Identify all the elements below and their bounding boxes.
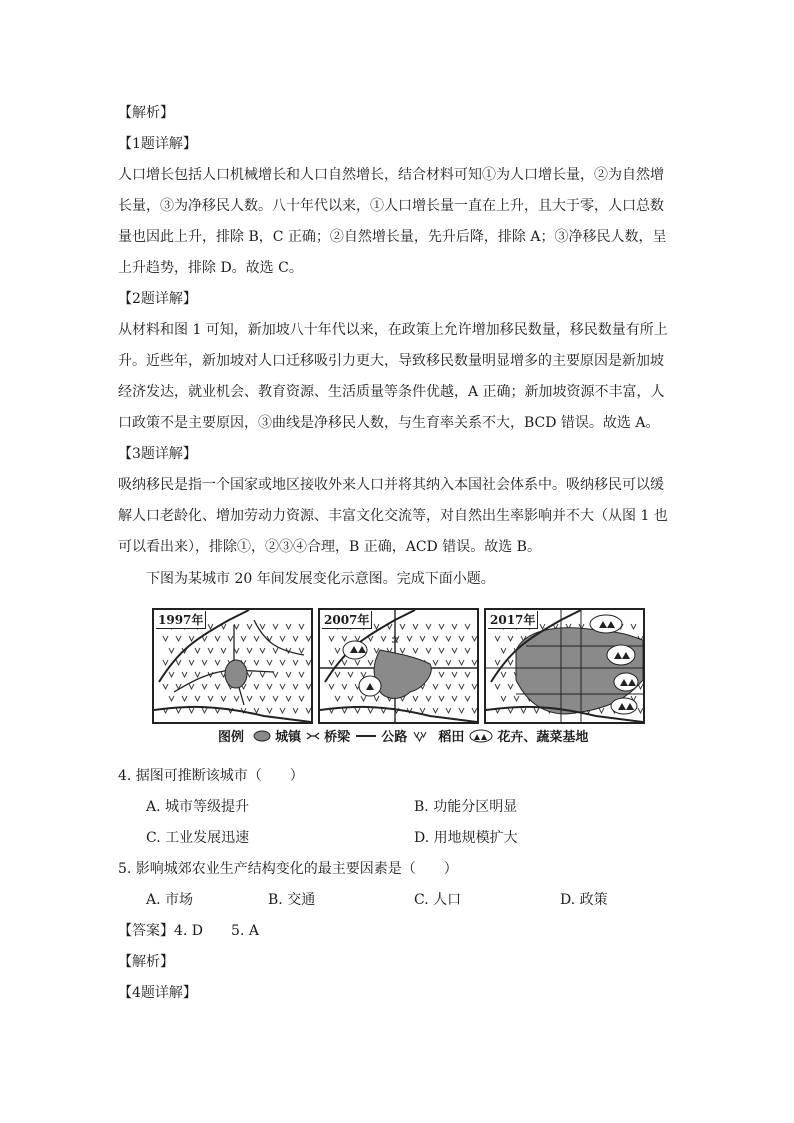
paddy-mark xyxy=(163,684,168,689)
q5-stem: 5. 影响城郊农业生产结构变化的最主要因素是（ ） xyxy=(118,861,458,877)
paddy-mark xyxy=(400,624,405,629)
paddy-mark xyxy=(446,684,451,689)
paddy-mark xyxy=(163,636,168,641)
legend-title: 图例 xyxy=(218,730,245,745)
paddy-mark xyxy=(355,636,360,641)
paddy-mark xyxy=(426,648,431,653)
paddy-mark xyxy=(465,624,470,629)
paddy-mark xyxy=(413,648,418,653)
paddy-mark xyxy=(189,660,194,665)
paddy-mark xyxy=(495,636,500,641)
q2-detail-heading: 【2题详解】 xyxy=(118,291,197,307)
paddy-mark xyxy=(176,708,181,713)
paddy-mark xyxy=(534,708,539,713)
paddy-mark xyxy=(514,696,519,701)
paddy-mark xyxy=(267,684,272,689)
paddy-mark xyxy=(342,684,347,689)
q1-text-line: 上升趋势，排除 D。故选 C。 xyxy=(118,260,303,276)
paddy-mark xyxy=(342,708,347,713)
paddy-mark xyxy=(361,696,366,701)
paddy-mark xyxy=(208,648,213,653)
paddy-mark xyxy=(381,636,386,641)
paddy-mark xyxy=(420,708,425,713)
paddy-mark xyxy=(521,708,526,713)
paddy-mark xyxy=(260,648,265,653)
paddy-mark xyxy=(599,708,604,713)
paddy-mark xyxy=(247,648,252,653)
q4-option-c[interactable]: C. 工业发展迅速 xyxy=(146,830,250,846)
paddy-mark xyxy=(163,660,168,665)
paddy-mark xyxy=(254,636,259,641)
panel-year-label: 2017年 xyxy=(488,611,538,629)
paddy-mark xyxy=(299,696,304,701)
q5-option-a[interactable]: A. 市场 xyxy=(146,892,194,908)
paddy-mark xyxy=(495,684,500,689)
paddy-mark xyxy=(260,672,265,677)
q4-option-d[interactable]: D. 用地规模扩大 xyxy=(414,830,518,846)
paddy-mark xyxy=(299,672,304,677)
paddy-mark xyxy=(508,708,513,713)
paddy-mark xyxy=(508,660,513,665)
q2-text-line: 口政策不是主要原因，③曲线是净移民人数，与生育率关系不大，BCD 错误。故选 A。 xyxy=(118,415,660,431)
panel-year-label: 2007年 xyxy=(322,611,372,629)
paddy-mark xyxy=(189,684,194,689)
paddy-mark xyxy=(273,648,278,653)
paddy-mark xyxy=(413,696,418,701)
map-panel-2007 xyxy=(318,608,479,724)
paddy-mark xyxy=(228,636,233,641)
q4-option-b[interactable]: B. 功能分区明显 xyxy=(414,799,518,815)
paddy-mark xyxy=(459,660,464,665)
paddy-mark xyxy=(195,696,200,701)
paddy-mark xyxy=(420,636,425,641)
paddy-mark xyxy=(439,672,444,677)
city-development-figure xyxy=(152,608,642,748)
paddy-mark xyxy=(472,660,477,665)
paddy-mark xyxy=(306,660,311,665)
paddy-mark xyxy=(439,696,444,701)
paddy-mark xyxy=(267,708,272,713)
paddy-mark xyxy=(368,708,373,713)
paddy-mark xyxy=(501,696,506,701)
paddy-mark xyxy=(426,696,431,701)
q5-option-d[interactable]: D. 政策 xyxy=(560,892,608,908)
analysis-heading-2: 【解析】 xyxy=(118,954,174,970)
paddy-mark xyxy=(495,660,500,665)
paddy-mark xyxy=(254,660,259,665)
q3-text-line: 吸纳移民是指一个国家或地区接收外来人口并将其纳入本国社会体系中。吸纳移民可以缓 xyxy=(118,477,664,493)
paddy-mark xyxy=(280,684,285,689)
paddy-mark xyxy=(501,672,506,677)
q1-text-line: 人口增长包括人口机械增长和人口自然增长，结合材料可知①为人口增长量，②为自然增 xyxy=(118,167,664,183)
paddy-mark xyxy=(306,708,311,713)
paddy-mark xyxy=(273,672,278,677)
town-legend-icon xyxy=(253,730,271,742)
map-panel-1997 xyxy=(152,608,313,724)
paddy-mark xyxy=(176,636,181,641)
paddy-mark xyxy=(267,660,272,665)
answer-line: 【答案】4. D 5. A xyxy=(118,923,259,939)
paddy-mark xyxy=(459,684,464,689)
paddy-mark xyxy=(234,624,239,629)
paddy-mark xyxy=(459,708,464,713)
q1-text-line: 长量，③为净移民人数。八十年代以来，①人口增长量一直在上升，且大于零，人口总数 xyxy=(118,198,664,214)
paddy-mark xyxy=(348,672,353,677)
paddy-mark xyxy=(195,648,200,653)
paddy-mark xyxy=(465,648,470,653)
paddy-mark xyxy=(446,708,451,713)
paddy-mark xyxy=(169,648,174,653)
paddy-mark xyxy=(293,708,298,713)
paddy-mark xyxy=(329,684,334,689)
q3-text-line: 可以看出来），排除①，②③④合理，B 正确，ACD 错误。故选 B。 xyxy=(118,539,541,555)
paddy-mark xyxy=(508,684,513,689)
paddy-mark xyxy=(273,624,278,629)
paddy-mark xyxy=(280,636,285,641)
map-legend xyxy=(218,726,588,745)
q2-text-line: 从材料和图 1 可知，新加坡八十年代以来，在政策上允许增加移民数量，移民数量有所上 xyxy=(118,322,668,338)
paddy-mark xyxy=(306,684,311,689)
paddy-mark xyxy=(433,708,438,713)
paddy-mark xyxy=(202,660,207,665)
paddy-mark xyxy=(433,660,438,665)
paddy-mark xyxy=(400,648,405,653)
paddy-mark xyxy=(247,696,252,701)
paddy-mark xyxy=(452,648,457,653)
paddy-mark xyxy=(374,696,379,701)
paddy-mark xyxy=(335,696,340,701)
paddy-mark xyxy=(335,648,340,653)
paddy-mark xyxy=(540,624,545,629)
paddy-mark xyxy=(221,696,226,701)
paddy-legend-icon xyxy=(412,729,434,743)
paddy-mark xyxy=(433,684,438,689)
paddy-mark xyxy=(169,672,174,677)
paddy-mark xyxy=(208,696,213,701)
paddy-mark xyxy=(208,624,213,629)
paddy-mark xyxy=(299,624,304,629)
legend-road: 公路 xyxy=(381,730,408,745)
q3-text-line: 解人口老龄化、增加劳动力资源、丰富文化交流等，对自然出生率影响并不大（从图 1 也 xyxy=(118,508,668,524)
paddy-mark xyxy=(342,660,347,665)
paddy-mark xyxy=(329,636,334,641)
road-legend-icon xyxy=(355,730,377,742)
paddy-mark xyxy=(439,624,444,629)
paddy-mark xyxy=(189,708,194,713)
q4-detail-heading: 【4题详解】 xyxy=(118,985,197,1001)
paddy-mark xyxy=(260,696,265,701)
bridge-legend-icon xyxy=(306,730,320,742)
paddy-mark xyxy=(355,708,360,713)
paddy-mark xyxy=(221,648,226,653)
paddy-mark xyxy=(299,648,304,653)
paddy-mark xyxy=(361,672,366,677)
paddy-mark xyxy=(273,696,278,701)
paddy-mark xyxy=(329,660,334,665)
paddy-mark xyxy=(215,660,220,665)
q2-text-line: 升。近些年，新加坡对人口迁移吸引力更大，导致移民数量明显增多的主要原因是新加坡 xyxy=(118,353,664,369)
paddy-mark xyxy=(202,708,207,713)
paddy-mark xyxy=(189,636,194,641)
q1-text-line: 量也因此上升，排除 B，C 正确；②自然增长量，先升后降，排除 A；③净移民人数，呈 xyxy=(118,229,667,245)
figure-intro: 下图为某城市 20 年间发展变化示意图。完成下面小题。 xyxy=(146,571,495,587)
paddy-mark xyxy=(459,636,464,641)
paddy-mark xyxy=(631,624,636,629)
paddy-mark xyxy=(293,660,298,665)
paddy-mark xyxy=(342,636,347,641)
paddy-mark xyxy=(348,696,353,701)
paddy-mark xyxy=(234,648,239,653)
paddy-mark xyxy=(452,624,457,629)
paddy-mark xyxy=(368,660,373,665)
q4-option-a[interactable]: A. 城市等级提升 xyxy=(146,799,250,815)
q2-text-line: 经济发达，就业机会、教育资源、生活质量等条件优越，A 正确；新加坡资源不丰富，人 xyxy=(118,384,665,400)
paddy-mark xyxy=(169,696,174,701)
legend-paddy: 稻田 xyxy=(438,730,465,745)
q5-option-b[interactable]: B. 交通 xyxy=(268,892,316,908)
q1-detail-heading: 【1题详解】 xyxy=(118,136,197,152)
paddy-mark xyxy=(446,660,451,665)
paddy-mark xyxy=(280,660,285,665)
paddy-mark xyxy=(472,684,477,689)
paddy-mark xyxy=(215,684,220,689)
paddy-mark xyxy=(465,696,470,701)
paddy-mark xyxy=(182,696,187,701)
flower-vegetable-legend-icon xyxy=(469,729,493,743)
panel-year-label: 1997年 xyxy=(156,611,206,629)
paddy-mark xyxy=(234,696,239,701)
paddy-mark xyxy=(260,624,265,629)
paddy-mark xyxy=(465,672,470,677)
paddy-mark xyxy=(293,636,298,641)
paddy-mark xyxy=(508,636,513,641)
analysis-heading: 【解析】 xyxy=(118,105,174,121)
paddy-mark xyxy=(286,696,291,701)
paddy-mark xyxy=(355,660,360,665)
paddy-mark xyxy=(433,636,438,641)
q3-detail-heading: 【3题详解】 xyxy=(118,446,197,462)
map-panel-2017 xyxy=(484,608,645,724)
paddy-mark xyxy=(195,672,200,677)
paddy-mark xyxy=(306,636,311,641)
legend-town: 城镇 xyxy=(275,730,302,745)
paddy-mark xyxy=(182,672,187,677)
paddy-mark xyxy=(254,708,259,713)
paddy-mark xyxy=(472,636,477,641)
paddy-mark xyxy=(439,648,444,653)
paddy-mark xyxy=(452,696,457,701)
paddy-mark xyxy=(501,648,506,653)
paddy-mark xyxy=(426,624,431,629)
paddy-mark xyxy=(176,660,181,665)
q4-stem: 4. 据图可推断该城市（ ） xyxy=(118,768,304,784)
paddy-mark xyxy=(472,708,477,713)
paddy-mark xyxy=(280,708,285,713)
paddy-mark xyxy=(446,636,451,641)
paddy-mark xyxy=(247,672,252,677)
paddy-mark xyxy=(638,708,643,713)
paddy-mark xyxy=(413,624,418,629)
paddy-mark xyxy=(407,636,412,641)
paddy-mark xyxy=(202,684,207,689)
paddy-mark xyxy=(293,684,298,689)
paddy-mark xyxy=(286,624,291,629)
paddy-mark xyxy=(241,636,246,641)
legend-bridge: 桥梁 xyxy=(324,730,351,745)
q5-option-c[interactable]: C. 人口 xyxy=(414,892,462,908)
paddy-mark xyxy=(286,672,291,677)
paddy-mark xyxy=(452,672,457,677)
paddy-mark xyxy=(215,636,220,641)
paddy-mark xyxy=(247,624,252,629)
paddy-mark xyxy=(254,684,259,689)
paddy-mark xyxy=(374,624,379,629)
legend-flower-vegetable: 花卉、蔬菜基地 xyxy=(497,730,589,745)
paddy-mark xyxy=(335,672,340,677)
